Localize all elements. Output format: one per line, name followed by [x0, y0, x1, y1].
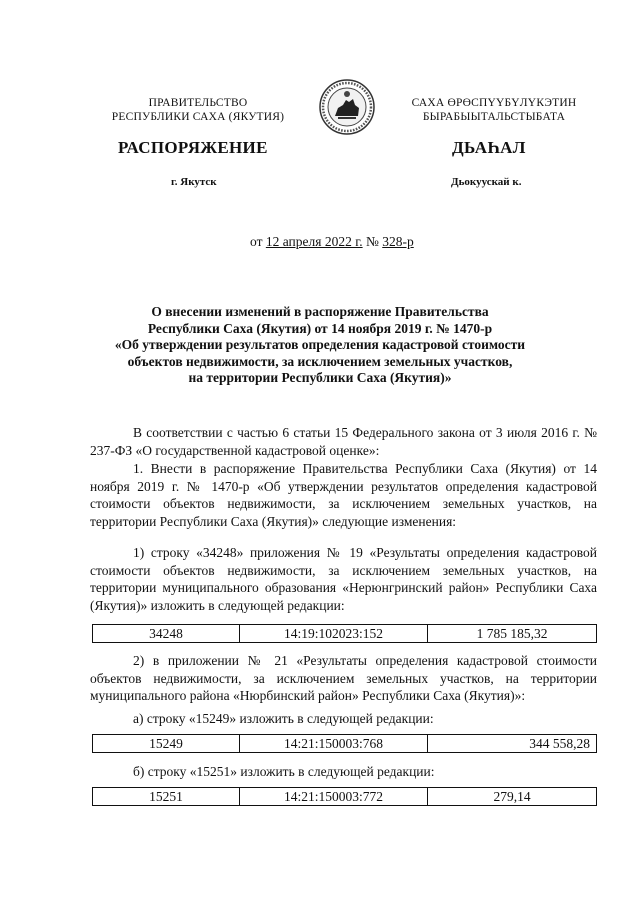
table-cell-num: 34248: [93, 625, 240, 643]
data-table-15249: [92, 734, 597, 753]
header-right-line1: САХА ӨРӨСПҮҮБҮЛҮКЭТИН: [411, 97, 577, 109]
data-table-15251: [92, 787, 597, 806]
header-left-line2: РЕСПУБЛИКИ САХА (ЯКУТИЯ): [111, 111, 285, 123]
table-cell-num: 15249: [93, 735, 240, 753]
table-row: [93, 788, 597, 806]
table-row: [93, 625, 597, 643]
header-right-line2: БЫРАБЫЫТАЛЬСТЫБАТА: [422, 111, 566, 123]
coat-of-arms-emblem: [318, 78, 376, 136]
city-right: Дьокуускай к.: [451, 176, 522, 188]
subject-line: на территории Республики Саха (Якутия)»: [188, 370, 452, 386]
table-cell-value: 344 558,28: [428, 735, 597, 753]
decree-number: 328-р: [382, 234, 414, 249]
title-left: РАСПОРЯЖЕНИЕ: [118, 138, 268, 157]
decree-number-prefix: №: [365, 234, 379, 249]
table-cell-num: 15251: [93, 788, 240, 806]
table-cell-cadastral: 14:19:102023:152: [240, 625, 428, 643]
decree-prefix: от: [250, 234, 263, 249]
table-cell-value: 279,14: [428, 788, 597, 806]
paragraph-item-2a: а) строку «15249» изложить в следующей редакции:: [133, 711, 434, 726]
subject-line: объектов недвижимости, за исключением земельных участков,: [127, 353, 513, 369]
title-right: ДЬАҺАЛ: [452, 138, 526, 157]
city-left: г. Якутск: [171, 176, 217, 188]
subject-line: О внесении изменений в распоряжение Правительства: [151, 304, 489, 319]
paragraph-item-1-1: 1) строку «34248» приложения № 19 «Результаты определения кадастровой стоимости объектов недвижимости, за исключением земельных участков, на территории муниципального образования «Нерюнгринский район» Республики Саха (Якутия)» изложить в следующей редакции:: [90, 545, 597, 614]
table-cell-cadastral: 14:21:150003:772: [240, 788, 428, 806]
table-cell-cadastral: 14:21:150003:768: [240, 735, 428, 753]
subject-line: «Об утверждении результатов определения кадастровой стоимости: [114, 337, 526, 353]
paragraph-item-2: 2) в приложении № 21 «Результаты определения кадастровой стоимости объектов недвижимости, за исключением земельных участков, на территории муниципального района «Нюрбинский район» Республики Саха (Якутия)»:: [90, 653, 597, 704]
subject-line: Республики Саха (Якутия) от 14 ноября 2019 г. № 1470-р: [147, 320, 493, 336]
paragraph-preamble: В соответствии с частью 6 статьи 15 Федерального закона от 3 июля 2016 г. № 237-ФЗ «О государственной кадастровой оценке»:: [90, 425, 597, 458]
decree-subject: [80, 304, 560, 387]
header-right-block: [400, 96, 588, 124]
data-table-34248: [92, 624, 597, 643]
paragraph-item-2b: б) строку «15251» изложить в следующей редакции:: [133, 764, 435, 779]
header-left-line1: ПРАВИТЕЛЬСТВО: [148, 97, 248, 109]
paragraph-item-1: 1. Внести в распоряжение Правительства Республики Саха (Якутия) от 14 ноября 2019 г. № 1470-р «Об утверждении результатов определения кадастровой стоимости объектов недвижимости, за исключением земельных участков, на территории Республики Саха (Якутия)» следующие изменения:: [90, 461, 597, 530]
table-row: [93, 735, 597, 753]
header-left-block: [108, 96, 288, 124]
table-cell-value: 1 785 185,32: [428, 625, 597, 643]
decree-date: 12 апреля 2022 г.: [265, 234, 363, 249]
decree-date-line: [250, 234, 414, 250]
